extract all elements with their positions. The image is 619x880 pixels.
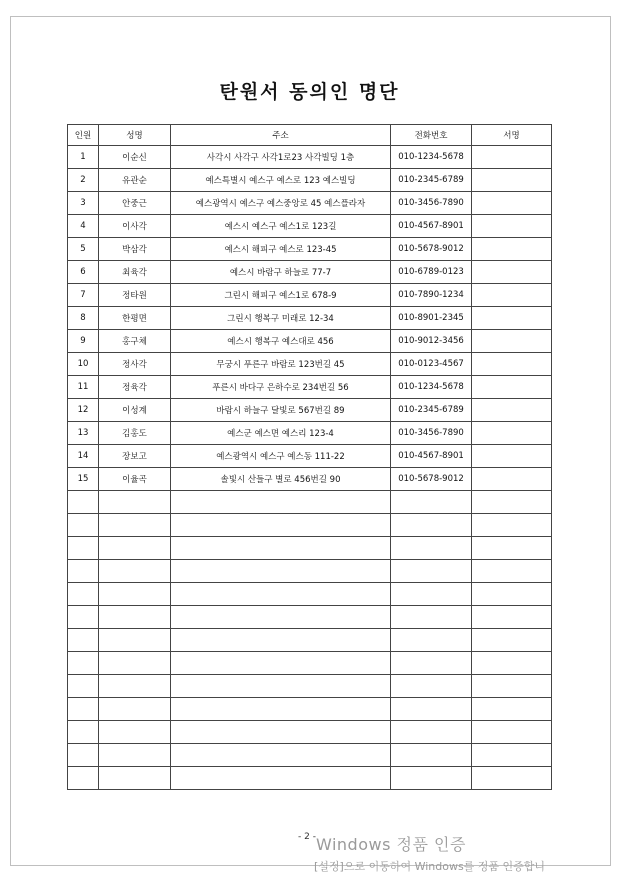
number-cell: 2 [68, 169, 99, 192]
number-cell: 6 [68, 261, 99, 284]
number-cell: 11 [68, 376, 99, 399]
table-row [68, 491, 552, 514]
signature-cell [472, 721, 552, 744]
signature-cell [472, 169, 552, 192]
name-cell [99, 560, 171, 583]
phone-cell [391, 744, 472, 767]
number-cell: 9 [68, 330, 99, 353]
name-cell [99, 652, 171, 675]
table-row [68, 468, 552, 491]
name-cell: 안중근 [99, 192, 171, 215]
name-cell [99, 675, 171, 698]
signature-cell [472, 284, 552, 307]
address-cell: 바람시 하늘구 달빛로 567번길 89 [171, 399, 391, 422]
name-cell [99, 583, 171, 606]
phone-cell [391, 652, 472, 675]
name-cell [99, 491, 171, 514]
address-cell: 예스광역시 예스구 예스동 111-22 [171, 445, 391, 468]
table-row [68, 560, 552, 583]
number-cell: 7 [68, 284, 99, 307]
phone-cell [391, 537, 472, 560]
phone-cell: 010-2345-6789 [391, 169, 472, 192]
table-row [68, 583, 552, 606]
number-cell: 3 [68, 192, 99, 215]
table-row [68, 744, 552, 767]
address-cell [171, 583, 391, 606]
signature-cell [472, 560, 552, 583]
address-cell [171, 491, 391, 514]
number-cell [68, 537, 99, 560]
phone-cell [391, 491, 472, 514]
number-cell [68, 744, 99, 767]
phone-cell: 010-5678-9012 [391, 238, 472, 261]
number-cell: 14 [68, 445, 99, 468]
number-cell: 8 [68, 307, 99, 330]
signature-cell [472, 353, 552, 376]
name-cell: 정타원 [99, 284, 171, 307]
name-cell [99, 514, 171, 537]
signature-cell [472, 215, 552, 238]
address-cell: 예스시 행복구 예스대로 456 [171, 330, 391, 353]
table-row [68, 307, 552, 330]
address-cell: 그린시 해피구 예스1로 678-9 [171, 284, 391, 307]
signature-cell [472, 146, 552, 169]
address-cell: 그린시 행복구 미래로 12-34 [171, 307, 391, 330]
table-row [68, 606, 552, 629]
name-cell: 정사각 [99, 353, 171, 376]
number-cell: 12 [68, 399, 99, 422]
signature-cell [472, 307, 552, 330]
phone-cell: 010-7890-1234 [391, 284, 472, 307]
table-row [68, 399, 552, 422]
header-signature: 서명 [472, 125, 552, 146]
name-cell [99, 721, 171, 744]
phone-cell: 010-9012-3456 [391, 330, 472, 353]
phone-cell [391, 767, 472, 790]
signature-cell [472, 652, 552, 675]
phone-cell [391, 514, 472, 537]
name-cell: 한평면 [99, 307, 171, 330]
number-cell [68, 514, 99, 537]
table-row [68, 652, 552, 675]
name-cell: 이순신 [99, 146, 171, 169]
name-cell [99, 698, 171, 721]
table-row [68, 675, 552, 698]
address-cell [171, 698, 391, 721]
phone-cell: 010-6789-0123 [391, 261, 472, 284]
address-cell [171, 652, 391, 675]
phone-cell: 010-2345-6789 [391, 399, 472, 422]
address-cell: 무궁시 푸른구 바람로 123번길 45 [171, 353, 391, 376]
address-cell: 예스시 해피구 예스로 123-45 [171, 238, 391, 261]
number-cell [68, 583, 99, 606]
table-row [68, 169, 552, 192]
name-cell [99, 767, 171, 790]
address-cell [171, 744, 391, 767]
signature-cell [472, 606, 552, 629]
number-cell: 15 [68, 468, 99, 491]
name-cell: 정육각 [99, 376, 171, 399]
address-cell [171, 537, 391, 560]
signature-cell [472, 744, 552, 767]
phone-cell: 010-4567-8901 [391, 215, 472, 238]
page-number: - 2 - [298, 832, 316, 842]
signature-cell [472, 468, 552, 491]
table-row [68, 192, 552, 215]
signature-cell [472, 399, 552, 422]
name-cell [99, 606, 171, 629]
signature-cell [472, 767, 552, 790]
phone-cell [391, 583, 472, 606]
address-cell: 예스시 예스구 예스1로 123길 [171, 215, 391, 238]
document-title: 탄원서 동의인 명단 [219, 81, 400, 103]
signature-cell [472, 376, 552, 399]
number-cell [68, 721, 99, 744]
number-cell [68, 629, 99, 652]
name-cell: 이사각 [99, 215, 171, 238]
table-row [68, 353, 552, 376]
table-row [68, 537, 552, 560]
signature-cell [472, 629, 552, 652]
table-row [68, 238, 552, 261]
signature-cell [472, 583, 552, 606]
address-cell: 예스군 예스면 예스리 123-4 [171, 422, 391, 445]
address-cell: 예스시 바람구 하늘로 77-7 [171, 261, 391, 284]
name-cell [99, 744, 171, 767]
number-cell: 1 [68, 146, 99, 169]
signature-cell [472, 330, 552, 353]
phone-cell [391, 675, 472, 698]
table-row [68, 376, 552, 399]
signature-cell [472, 261, 552, 284]
number-cell [68, 491, 99, 514]
address-cell: 예스광역시 예스구 예스중앙로 45 예스플라자 [171, 192, 391, 215]
number-cell [68, 767, 99, 790]
table-row [68, 330, 552, 353]
table-row [68, 445, 552, 468]
signature-cell [472, 192, 552, 215]
table-row [68, 514, 552, 537]
table-row [68, 629, 552, 652]
name-cell: 홍구체 [99, 330, 171, 353]
activation-watermark-subtitle: [설정]으로 이동하여 Windows를 정품 인증합니 [314, 860, 546, 873]
name-cell: 장보고 [99, 445, 171, 468]
phone-cell [391, 698, 472, 721]
phone-cell: 010-1234-5678 [391, 376, 472, 399]
signature-cell [472, 537, 552, 560]
signature-cell [472, 491, 552, 514]
signature-cell [472, 514, 552, 537]
number-cell [68, 652, 99, 675]
address-cell: 사각시 사각구 사각1로23 사각빌딩 1층 [171, 146, 391, 169]
phone-cell: 010-3456-7890 [391, 192, 472, 215]
name-cell: 박삼각 [99, 238, 171, 261]
address-cell [171, 721, 391, 744]
phone-cell [391, 721, 472, 744]
phone-cell: 010-1234-5678 [391, 146, 472, 169]
name-cell: 김홍도 [99, 422, 171, 445]
phone-cell [391, 629, 472, 652]
address-cell [171, 514, 391, 537]
table-row [68, 146, 552, 169]
name-cell: 이율곡 [99, 468, 171, 491]
header-name: 성명 [99, 125, 171, 146]
name-cell: 이성계 [99, 399, 171, 422]
phone-cell: 010-5678-9012 [391, 468, 472, 491]
table-row [68, 721, 552, 744]
phone-cell [391, 560, 472, 583]
table-row [68, 215, 552, 238]
name-cell: 최육각 [99, 261, 171, 284]
number-cell [68, 606, 99, 629]
name-cell: 유관순 [99, 169, 171, 192]
activation-watermark-title: Windows 정품 인증 [316, 835, 466, 854]
address-cell [171, 629, 391, 652]
number-cell [68, 560, 99, 583]
table-row [68, 767, 552, 790]
address-cell [171, 606, 391, 629]
address-cell: 예스특별시 예스구 예스로 123 예스빌딩 [171, 169, 391, 192]
table-row [68, 261, 552, 284]
header-number: 인원 [68, 125, 99, 146]
number-cell: 4 [68, 215, 99, 238]
address-cell: 푸른시 바다구 은하수로 234번길 56 [171, 376, 391, 399]
signature-cell [472, 422, 552, 445]
table-row [68, 422, 552, 445]
address-cell [171, 675, 391, 698]
table-header-row [68, 125, 552, 146]
table-row [68, 284, 552, 307]
table-row [68, 698, 552, 721]
signature-cell [472, 445, 552, 468]
number-cell: 10 [68, 353, 99, 376]
phone-cell: 010-0123-4567 [391, 353, 472, 376]
header-phone: 전화번호 [391, 125, 472, 146]
signature-cell [472, 675, 552, 698]
phone-cell [391, 606, 472, 629]
address-cell [171, 767, 391, 790]
number-cell: 13 [68, 422, 99, 445]
petition-signatory-table [67, 124, 552, 790]
header-address: 주소 [171, 125, 391, 146]
name-cell [99, 629, 171, 652]
number-cell: 5 [68, 238, 99, 261]
phone-cell: 010-8901-2345 [391, 307, 472, 330]
number-cell [68, 698, 99, 721]
signature-cell [472, 698, 552, 721]
number-cell [68, 675, 99, 698]
address-cell [171, 560, 391, 583]
phone-cell: 010-3456-7890 [391, 422, 472, 445]
name-cell [99, 537, 171, 560]
phone-cell: 010-4567-8901 [391, 445, 472, 468]
address-cell: 솔빛시 산들구 별로 456번길 90 [171, 468, 391, 491]
signature-cell [472, 238, 552, 261]
